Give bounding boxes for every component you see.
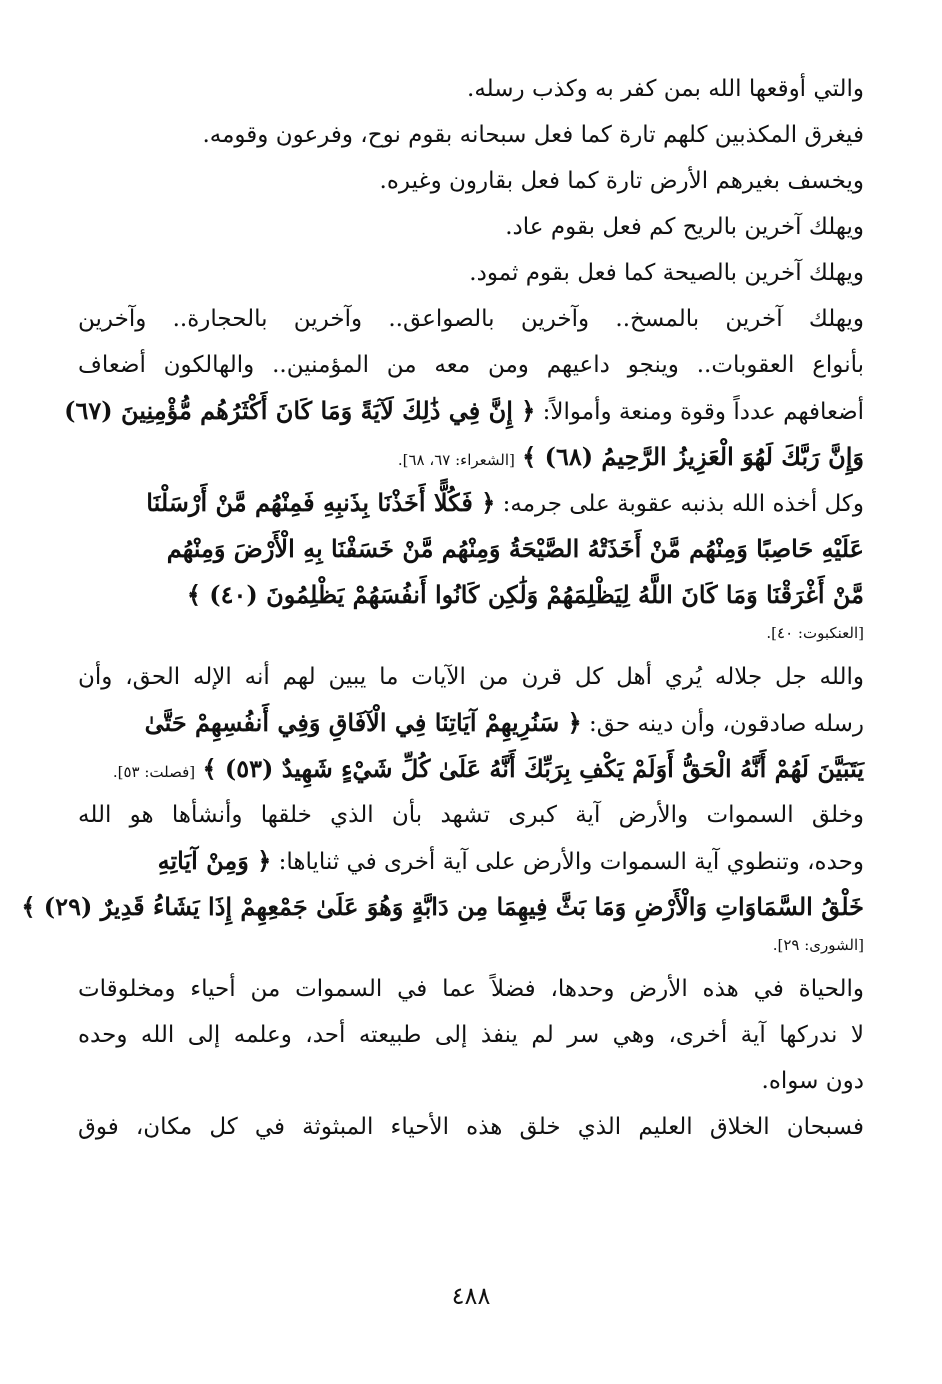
text-line [78,434,864,480]
text-line: ويخسف بغيرهم الأرض تارة كما فعل بقارون وغيره. [379,168,864,194]
page-number: ٤٨٨ [451,1282,491,1310]
text-line [78,746,864,792]
text-line [64,388,864,434]
text-line: ويهلك آخرين بالمسخ.. وآخرين بالصواعق.. وآخرين بالحجارة.. وآخرين [78,306,864,332]
quran-verse: عَلَيْهِ حَاصِبًا وَمِنْهُم مَّنْ أَخَذَتْهُ الصَّيْحَةُ وَمِنْهُم مَّنْ خَسَفْنَا بِهِ الْأَرْضَ وَمِنْهُم [166,534,864,563]
quran-verse: يَتَبَيَّنَ لَهُمْ أَنَّهُ الْحَقُّ أَوَلَمْ يَكْفِ بِرَبِّكَ أَنَّهُ عَلَىٰ كُلِّ شَيْءٍ شَهِيدٌ (٥٣) ﴾ [202,754,864,783]
text-line: والتي أوقعها الله بمن كفر به وكذب رسله. [467,76,864,102]
text-line [78,700,864,746]
quran-verse: خَلْقُ السَّمَاوَاتِ وَالْأَرْضِ وَمَا بَثَّ فِيهِمَا مِن دَابَّةٍ وَهُوَ عَلَىٰ جَمْعِهِمْ إِذَا يَشَاءُ قَدِيرٌ (٢٩) ﴾ [21,892,864,921]
text-line [78,838,864,884]
text-line: والله جل جلاله يُري أهل كل قرن من الآيات ما يبين لهم أنه الإله الحق، وأن [78,664,864,690]
prose-segment: وحده، وتنطوي آية السموات والأرض على آية أخرى في ثناياها: [278,849,864,875]
prose-segment: رسله صادقون، وأن دينه حق: [589,711,864,737]
text-line: والحياة في هذه الأرض وحدها، فضلاً عما في السموات من أحياء ومخلوقات [78,976,864,1002]
page-body [21,66,864,1150]
text-line: بأنواع العقوبات.. وينجو داعيهم ومن معه من المؤمنين.. والهالكون أضعاف [78,352,864,378]
quran-verse: ﴿ سَنُرِيهِمْ آيَاتِنَا فِي الْآفَاقِ وَفِي أَنفُسِهِمْ حَتَّىٰ [144,708,582,737]
text-line: فسبحان الخلاق العليم الذي خلق هذه الأحياء المبثوثة في كل مكان، فوق [78,1114,864,1140]
text-line: وخلق السموات والأرض آية كبرى تشهد بأن الذي خلقها وأنشأها هو الله [78,802,864,828]
verse-reference: [الشورى: ٢٩]. [772,936,864,954]
verse-reference: [العنكبوت: ٤٠]. [766,624,864,642]
text-line [78,480,864,526]
text-line: ويهلك آخرين بالريح كم فعل بقوم عاد. [505,214,864,240]
quran-verse: ﴿ فَكُلًّا أَخَذْنَا بِذَنبِهِ فَمِنْهُم مَّنْ أَرْسَلْنَا [146,488,496,517]
text-line: لا ندركها آية أخرى، وهي سر لم ينفذ إلى طبيعته أحد، وعلمه إلى الله وحده [78,1022,864,1048]
verse-reference: [الشعراء: ٦٧، ٦٨]. [397,451,515,469]
quran-verse: مَّنْ أَغْرَقْنَا وَمَا كَانَ اللَّهُ لِيَظْلِمَهُمْ وَلَٰكِن كَانُوا أَنفُسَهُمْ يَظْلِمُونَ (٤٠) ﴾ [186,580,864,609]
quran-verse: ﴿ إِنَّ فِي ذَٰلِكَ لَآيَةً وَمَا كَانَ أَكْثَرُهُم مُّؤْمِنِينَ (٦٧) [64,396,536,425]
text-line: دون سواه. [761,1068,864,1094]
quran-verse: وَإِنَّ رَبَّكَ لَهُوَ الْعَزِيزُ الرَّحِيمُ (٦٨) ﴾ [522,442,864,471]
verse-reference: [فصلت: ٥٣]. [112,763,196,781]
text-line: فيغرق المكذبين كلهم تارة كما فعل سبحانه بقوم نوح، وفرعون وقومه. [202,122,864,148]
prose-segment: أضعافهم عدداً وقوة ومنعة وأموالاً: [542,399,864,425]
prose-segment: وكل أخذه الله بذنبه عقوبة على جرمه: [502,491,864,517]
quran-verse: ﴿ وَمِنْ آيَاتِهِ [157,846,272,875]
text-line: ويهلك آخرين بالصيحة كما فعل بقوم ثمود. [469,260,864,286]
